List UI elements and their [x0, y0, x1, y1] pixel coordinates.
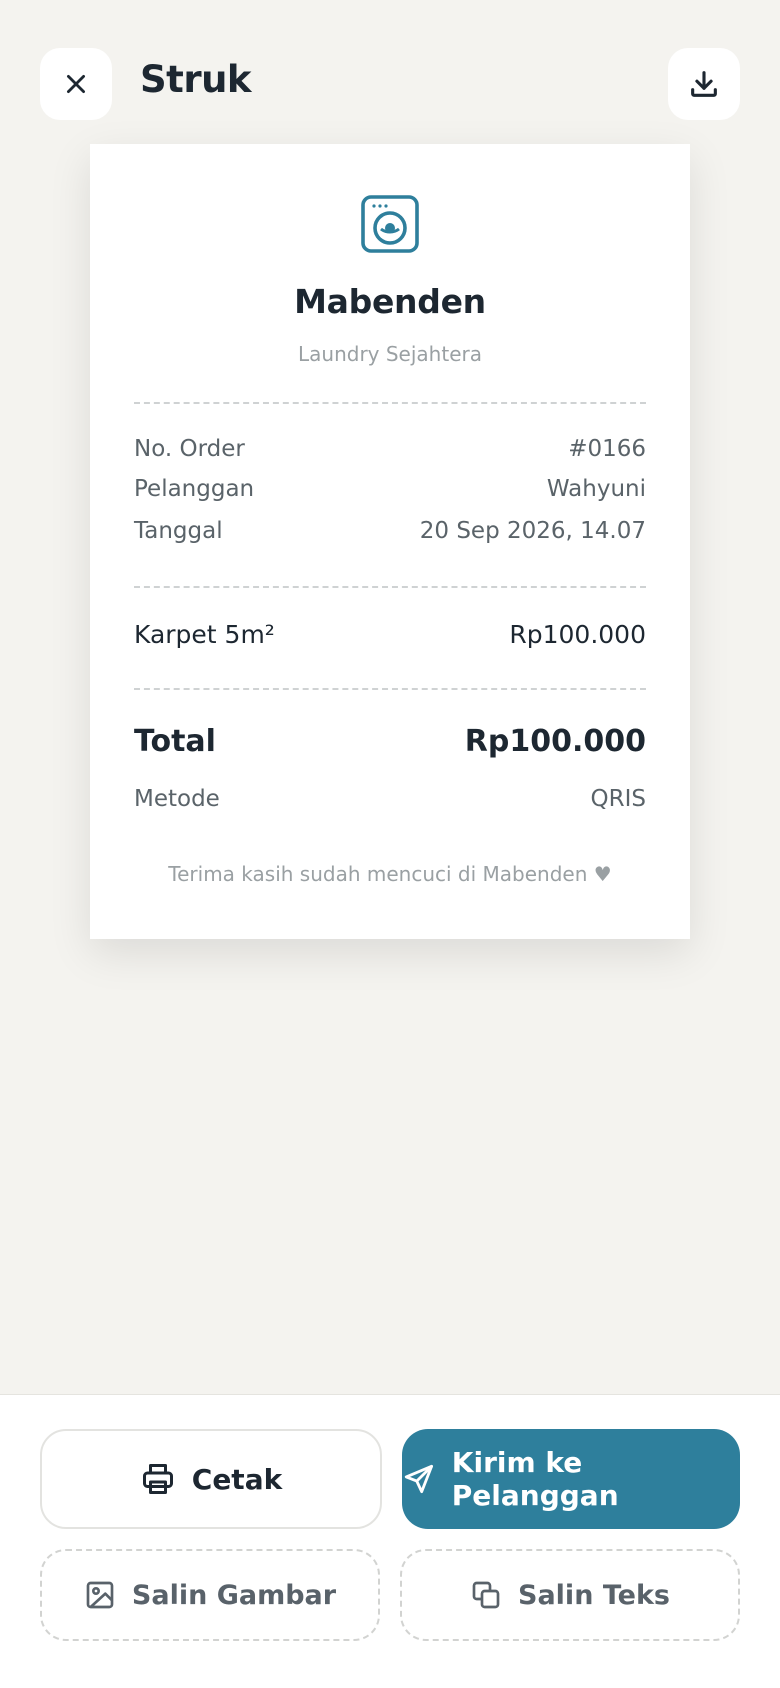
detail-row-date [134, 518, 646, 544]
payment-method-row [134, 786, 646, 812]
total-label: Total [134, 724, 216, 759]
detail-value: Wahyuni [546, 476, 646, 502]
total-row [134, 724, 646, 759]
line-item [134, 620, 646, 649]
method-label: Metode [134, 786, 220, 812]
print-label: Cetak [191, 1462, 283, 1496]
download-icon [687, 67, 721, 101]
detail-row-order [134, 436, 646, 462]
copy-icon [470, 1579, 502, 1611]
thank-you-note: Terima kasih sudah mencuci di Mabenden ♥ [168, 862, 612, 886]
divider [134, 688, 646, 690]
page-title: Struk [140, 58, 252, 101]
item-name: Karpet 5m² [134, 620, 275, 649]
close-button[interactable] [40, 48, 112, 120]
printer-icon [140, 1461, 176, 1497]
send-icon [402, 1461, 436, 1497]
copy-image-label: Salin Gambar [131, 1579, 337, 1611]
method-value: QRIS [590, 786, 646, 812]
top-bar [0, 0, 780, 140]
detail-row-customer [134, 476, 646, 502]
action-bar [0, 1394, 780, 1688]
detail-label: Pelanggan [134, 476, 255, 502]
divider [134, 586, 646, 588]
copy-text-button[interactable] [400, 1549, 740, 1641]
detail-label: No. Order [134, 436, 245, 462]
total-value: Rp100.000 [464, 724, 646, 759]
business-name: Mabenden [294, 282, 486, 321]
item-price: Rp100.000 [509, 620, 646, 649]
business-subtitle: Laundry Sejahtera [298, 342, 482, 366]
receipt-card [90, 144, 690, 939]
washing-machine-icon [360, 194, 420, 254]
copy-text-label: Salin Teks [518, 1579, 670, 1611]
divider [134, 402, 646, 404]
print-button[interactable] [40, 1429, 382, 1529]
copy-image-button[interactable] [40, 1549, 380, 1641]
image-icon [84, 1579, 116, 1611]
send-label: Kirim ke Pelanggan [451, 1446, 619, 1512]
detail-value: 20 Sep 2026, 14.07 [419, 518, 646, 544]
close-icon [63, 71, 89, 97]
download-button[interactable] [668, 48, 740, 120]
detail-label: Tanggal [134, 518, 223, 544]
send-to-customer-button[interactable] [402, 1429, 740, 1529]
detail-value: #0166 [568, 436, 646, 462]
